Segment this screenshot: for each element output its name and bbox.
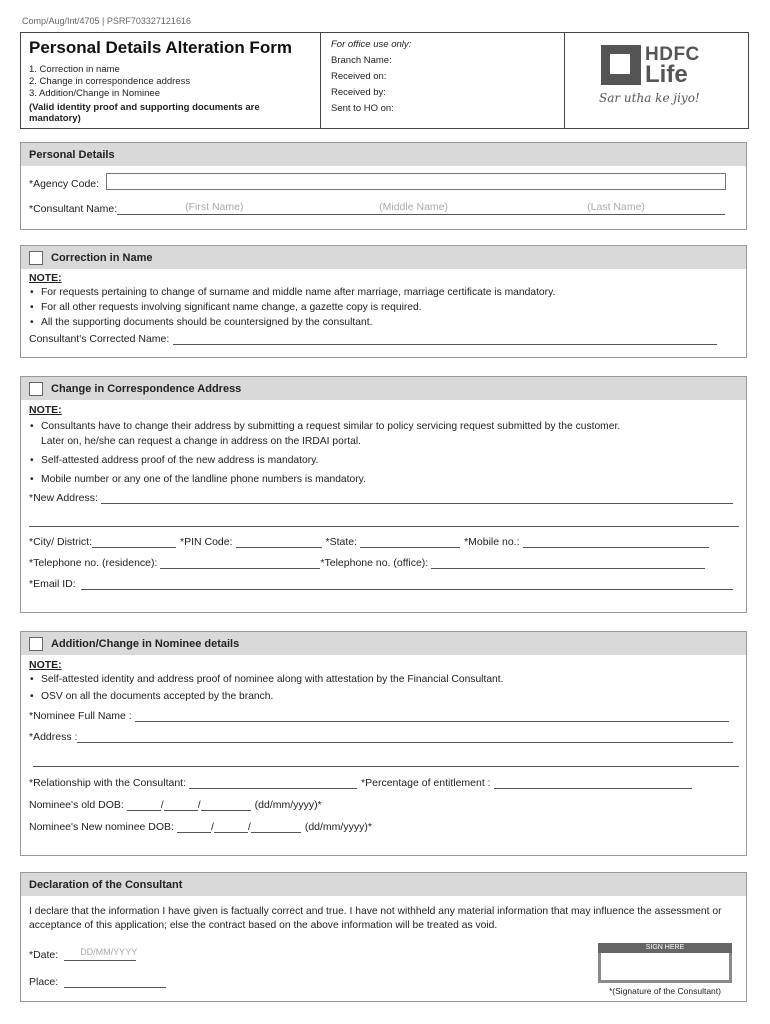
old-dob-month-input[interactable] bbox=[164, 799, 198, 811]
hdfc-life-logo bbox=[601, 44, 700, 88]
state-input[interactable] bbox=[360, 536, 460, 548]
middle-name-hint: (Middle Name) bbox=[379, 201, 448, 213]
new-dob-month-input[interactable] bbox=[214, 821, 248, 833]
new-dob-label: Nominee's New nominee DOB: bbox=[29, 821, 174, 833]
email-input[interactable] bbox=[81, 578, 733, 590]
date-hint: DD/MM/YYYY bbox=[80, 947, 138, 957]
office-field-received-on: Received on: bbox=[331, 71, 387, 82]
list-item: • For all other requests involving significant name change, a gazette copy is required. bbox=[29, 300, 738, 315]
nominee-checkbox[interactable] bbox=[29, 637, 43, 651]
first-name-hint: (First Name) bbox=[185, 201, 244, 213]
section-heading: Correction in Name bbox=[21, 246, 746, 269]
corrected-name-label: Consultant's Corrected Name: bbox=[29, 333, 170, 345]
agency-code-input[interactable] bbox=[106, 173, 726, 190]
new-address-label: *New Address: bbox=[29, 492, 98, 504]
date-separator: / bbox=[197, 799, 201, 811]
section-heading: Declaration of the Consultant bbox=[21, 873, 746, 896]
office-field-received-by: Received by: bbox=[331, 87, 386, 98]
nominee-address-input[interactable] bbox=[77, 731, 733, 743]
city-label: *City/ District: bbox=[29, 536, 92, 548]
section-nominee bbox=[20, 631, 747, 856]
change-address-checkbox[interactable] bbox=[29, 382, 43, 396]
form-header bbox=[20, 32, 749, 129]
sign-here-label: SIGN HERE bbox=[598, 943, 732, 953]
note-label: NOTE: bbox=[29, 404, 62, 416]
correction-in-name-checkbox[interactable] bbox=[29, 251, 43, 265]
office-field-sent-to-ho: Sent to HO on: bbox=[331, 103, 394, 114]
consultant-name-input[interactable] bbox=[117, 203, 725, 215]
telephone-office-input[interactable] bbox=[431, 557, 705, 569]
place-label: Place: bbox=[29, 976, 59, 988]
telephone-residence-label: *Telephone no. (residence): bbox=[29, 557, 158, 569]
dob-format-hint: (dd/mm/yyyy)* bbox=[304, 821, 372, 833]
list-item: • All the supporting documents should be countersigned by the consultant. bbox=[29, 315, 738, 330]
form-reference: Comp/Aug/Int/4705 | PSRF703327121616 bbox=[22, 16, 191, 26]
place-input[interactable] bbox=[64, 976, 166, 988]
corrected-name-input[interactable] bbox=[173, 333, 717, 345]
section-change-address bbox=[20, 376, 747, 613]
list-item: • OSV on all the documents accepted by the branch. bbox=[29, 689, 738, 704]
mobile-input[interactable] bbox=[523, 536, 709, 548]
agency-code-label: *Agency Code: bbox=[29, 178, 100, 190]
office-use-block bbox=[321, 33, 565, 128]
new-address-input[interactable] bbox=[101, 492, 733, 504]
list-item: • Self-attested identity and address proof of nominee along with attestation by the Financial Consultant. bbox=[29, 672, 738, 687]
form-title-block bbox=[21, 33, 321, 128]
form-purpose-item: 1. Correction in name bbox=[29, 64, 120, 75]
date-separator: / bbox=[210, 821, 214, 833]
percentage-input[interactable] bbox=[494, 777, 692, 789]
section-personal-details bbox=[20, 142, 747, 230]
city-input[interactable] bbox=[92, 536, 176, 548]
nominee-name-label: *Nominee Full Name : bbox=[29, 710, 132, 722]
list-item: • Self-attested address proof of the new address is mandatory. bbox=[29, 453, 738, 468]
dob-format-hint: (dd/mm/yyyy)* bbox=[254, 799, 322, 811]
consultant-name-label: *Consultant Name: bbox=[29, 203, 118, 215]
last-name-hint: (Last Name) bbox=[587, 201, 645, 213]
office-field-branch: Branch Name: bbox=[331, 55, 392, 66]
section-heading: Personal Details bbox=[21, 143, 746, 166]
logo-brand: HDFC bbox=[645, 44, 700, 65]
page-title: Personal Details Alteration Form bbox=[29, 38, 292, 57]
relationship-input[interactable] bbox=[189, 777, 357, 789]
declaration-text: I declare that the information I have given is factually correct and true. I have not withheld any material information that may influence the assessment or acceptance of this application; else the contract based on the above information will be treated as void. bbox=[29, 906, 722, 931]
email-label: *Email ID: bbox=[29, 578, 76, 590]
section-heading: Addition/Change in Nominee details bbox=[21, 632, 746, 655]
old-dob-label: Nominee's old DOB: bbox=[29, 799, 124, 811]
date-separator: / bbox=[247, 821, 251, 833]
pin-code-label: *PIN Code: bbox=[180, 536, 233, 548]
nominee-address-input-line2[interactable] bbox=[33, 755, 739, 767]
telephone-residence-input[interactable] bbox=[160, 557, 320, 569]
logo-tagline: Sar utha ke jiyo! bbox=[599, 91, 700, 105]
signature-caption: *(Signature of the Consultant) bbox=[609, 986, 721, 996]
old-dob-year-input[interactable] bbox=[201, 799, 251, 811]
note-label: NOTE: bbox=[29, 272, 62, 284]
signature-box[interactable] bbox=[598, 953, 732, 983]
list-item: • For requests pertaining to change of surname and middle name after marriage, marriage certificate is mandatory. bbox=[29, 285, 738, 300]
list-item: • Mobile number or any one of the landline phone numbers is mandatory. bbox=[29, 472, 738, 487]
logo-brand-life: Life bbox=[645, 61, 688, 88]
list-item: • Consultants have to change their address by submitting a request similar to policy servicing request submitted by the customer. Later on, he/she can request a change in address on the IRDAI portal. bbox=[29, 419, 738, 449]
date-label: *Date: bbox=[29, 949, 59, 961]
relationship-label: *Relationship with the Consultant: bbox=[29, 777, 187, 789]
nominee-address-label: *Address : bbox=[29, 731, 78, 743]
percentage-label: *Percentage of entitlement : bbox=[361, 777, 491, 789]
telephone-office-label: *Telephone no. (office): bbox=[320, 557, 429, 569]
date-input[interactable] bbox=[64, 949, 136, 961]
logo-square-icon bbox=[601, 45, 641, 85]
date-separator: / bbox=[160, 799, 164, 811]
state-label: *State: bbox=[325, 536, 358, 548]
old-dob-day-input[interactable] bbox=[127, 799, 161, 811]
mandatory-note: (Valid identity proof and supporting documents are mandatory) bbox=[29, 102, 260, 124]
section-correction-in-name bbox=[20, 245, 747, 358]
office-use-title: For office use only: bbox=[331, 39, 412, 50]
mobile-label: *Mobile no.: bbox=[464, 536, 520, 548]
form-purpose-item: 2. Change in correspondence address bbox=[29, 76, 191, 87]
note-label: NOTE: bbox=[29, 659, 62, 671]
new-dob-year-input[interactable] bbox=[251, 821, 301, 833]
section-heading: Change in Correspondence Address bbox=[21, 377, 746, 400]
signature-area bbox=[598, 943, 732, 996]
section-declaration bbox=[20, 872, 747, 1002]
new-address-input-line2[interactable] bbox=[29, 515, 739, 527]
new-dob-day-input[interactable] bbox=[177, 821, 211, 833]
form-purpose-item: 3. Addition/Change in Nominee bbox=[29, 88, 160, 99]
pin-code-input[interactable] bbox=[236, 536, 322, 548]
logo-block bbox=[565, 33, 748, 128]
nominee-name-input[interactable] bbox=[135, 710, 729, 722]
